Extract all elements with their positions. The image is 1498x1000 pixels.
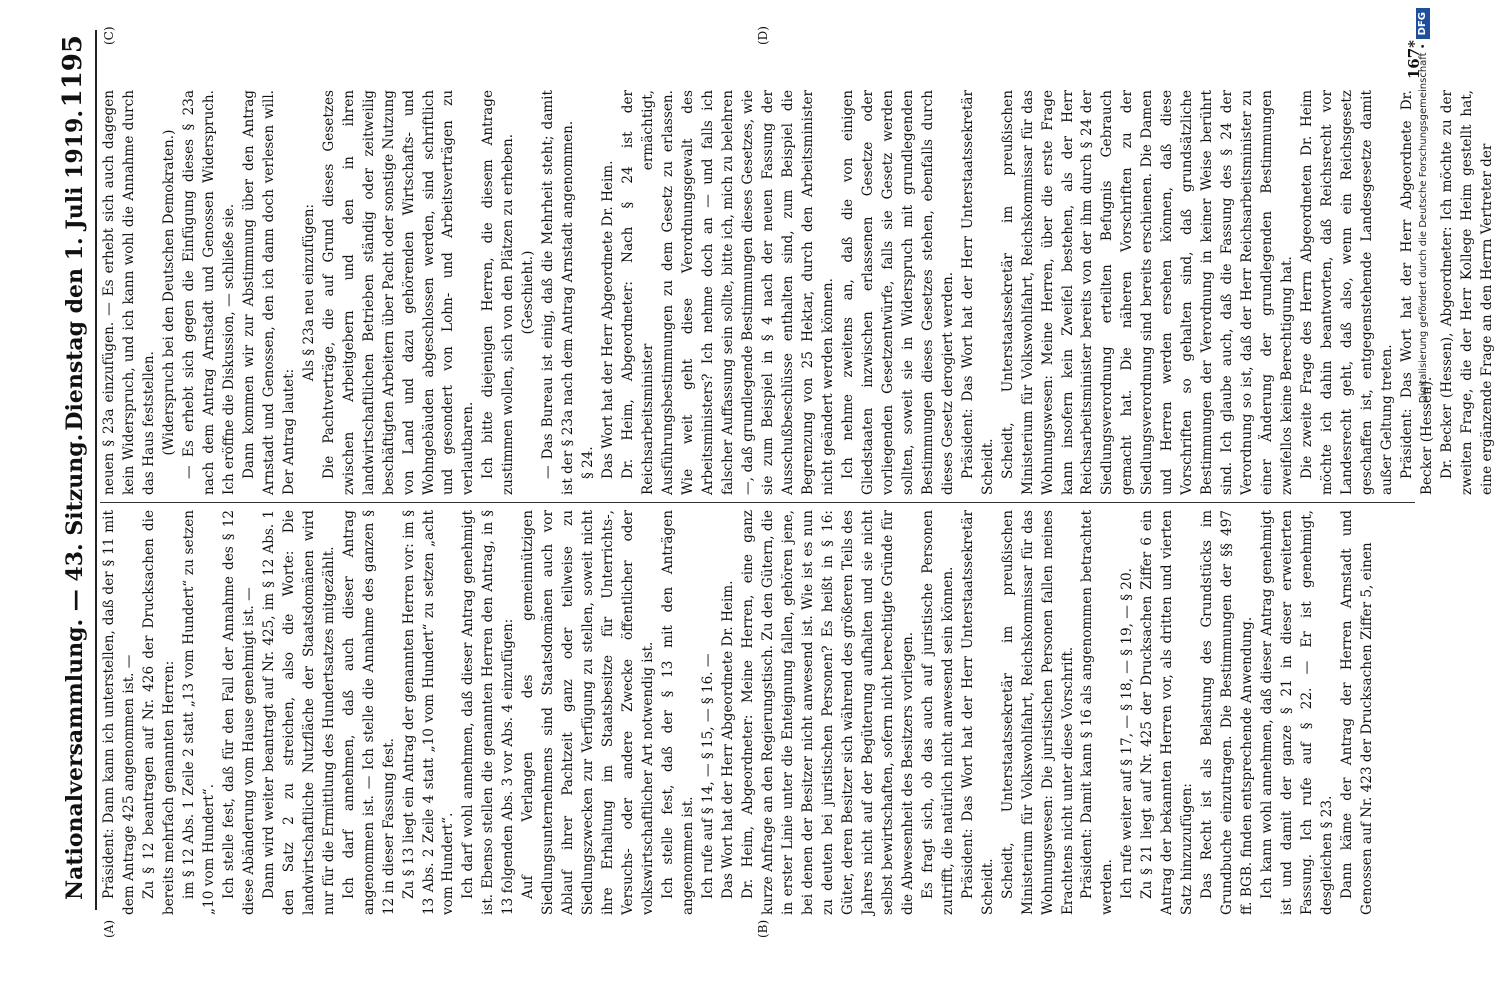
paragraph: Präsident: Dann kann ich unterstellen, daß der § 11 mit dem Antrage 425 angenommen ist. —	[101, 510, 137, 915]
sheet-number: 167*	[1405, 40, 1423, 80]
dfg-watermark	[1412, 0, 1434, 1000]
margin-mark-d: (D)	[756, 26, 770, 45]
paragraph: Präsident: Das Wort hat der Herr Abgeordnete Dr. Becker (Hessen).	[1398, 90, 1435, 495]
margin-mark-b: (B)	[756, 919, 770, 938]
dfg-logo: DFG	[1416, 8, 1430, 39]
paragraph: Ich rufe auf § 14, — § 15, — § 16. —	[700, 653, 717, 899]
paragraph: im § 12 Abs. 1 Zeile 2 statt „13 vom Hundert“ zu setzen „10 vom Hundert“.	[180, 510, 217, 915]
paragraph: Auf Verlangen des gemeinnützigen Siedlungsunternehmens sind Staatsdomänen auch vor Ablauf ihrer Pachtzeit ganz oder teilweise zu Siedlungszwecken zur Verfügung zu stellen, soweit nicht ihre Erhaltung im Staatsbesitze für Unterrichts-, Versuchs- oder andere Zwecke öffentlicher oder volkswirtschaftlicher Art notwendig ist.	[520, 510, 657, 915]
paragraph: Das Wort hat der Herr Abgeordnete Dr. Heim.	[600, 160, 617, 479]
paragraph: Ich stelle fest, daß für den Fall der Annahme des § 12 diese Abänderung vom Hause genehmigt ist. —	[220, 510, 257, 915]
header-left: Nationalversammlung. — 43. Sitzung.	[62, 433, 88, 900]
paragraph: (Geschieht.)	[520, 250, 537, 335]
paragraph: Zu § 12 beantragen auf Nr. 426 der Drucksachen die bereits mehrfach genannten Herren:	[140, 510, 177, 915]
paragraph: Dann kommen wir zur Abstimmung über den Antrag Arnstadt und Genossen, den ich dann doch verlesen will. Der Antrag lautet:	[240, 90, 297, 495]
paragraph: Dann käme der Antrag der Herren Arnstadt und Genossen auf Nr. 423 der Drucksachen Ziffer 5, einen	[1339, 510, 1376, 915]
paragraph: Dr. Heim, Abgeordneter: Meine Herren, eine ganz kurze Anfrage an den Regierungstisch. Zu den Gütern, die in erster Linie unter die Enteignung fallen, gehören jene, bei denen der Besitzer nicht anwesend ist. Wie ist es nun zu deuten bei juristischen Personen? Es heißt in § 16: Güter, deren Besitzer sich während des größeren Teils des Jahres nicht auf der Begüterung aufhalten und sie nicht selbst bewirtschaften, sofern nicht berechtigte Gründe für die Abwesenheit des Besitzers vorliegen.	[740, 510, 916, 915]
paragraph: Scheidt, Unterstaatssekretär im preußischen Ministerium für Volkswohlfahrt, Reichskommissar für das Wohnungswesen: Meine Herren, über die erste Frage kann insofern kein Zweifel bestehen, als der Herr Reichsarbeitsminister bereits von der ihm durch § 24 der Siedlungsverordnung erteilten Befugnis Gebrauch gemacht hat. Die näheren Vorschriften zu der Siedlungsverordnung sind bereits erschienen. Die Damen und Herren werden ersehen können, daß diese Vorschriften so gehalten sind, daß grundsätzliche Bestimmungen der Verordnung in keiner Weise berührt sind. Ich glaube auch, daß die Fassung des § 24 der Verordnung so ist, daß der Herr Reichsarbeitsminister zu einer Änderung der grundlegenden Bestimmungen zweifellos keine Berechtigung hat.	[999, 90, 1296, 495]
paragraph: Scheidt, Unterstaatssekretär im preußischen Ministerium für Volkswohlfahrt, Reichskommissar für das Wohnungswesen: Die juristischen Personen fallen meines Erachtens nicht unter diese Vorschrift.	[999, 510, 1076, 915]
paragraph: Als § 23a neu einzufügen:	[300, 203, 317, 382]
left-column	[100, 510, 1378, 915]
paragraph: Dr. Becker (Hessen), Abgeordneter: Ich möchte zu der zweiten Frage, die der Herr Kollege Heim gestellt hat, eine ergänzende Frage an den Herrn Vertreter der	[1438, 90, 1495, 495]
paragraph: Ich darf wohl annehmen, daß dieser Antrag genehmigt ist. Ebenso stellen die genannten Herren den Antrag, in § 13 folgenden Abs. 3 vor Abs. 4 einzufügen:	[460, 510, 517, 915]
paragraph: Ich nehme zweitens an, daß die von einigen Gliedstaaten inzwischen erlassenen Gesetze oder vorliegenden Gesetzentwürfe, falls sie Gesetz werden sollten, soweit sie in Widerspruch mit grundlegenden Bestimmungen dieses Gesetzes stehen, ebenfalls durch dieses Gesetz derogiert werden.	[839, 90, 956, 495]
paragraph: Präsident: Das Wort hat der Herr Unterstaatssekretär Scheidt.	[959, 90, 996, 495]
paragraph: neuen § 23a einzufügen. — Es erhebt sich auch dagegen kein Widerspruch, und ich kann wohl die Annahme durch das Haus feststellen.	[101, 90, 157, 495]
right-column	[100, 90, 1498, 495]
paragraph: § 24.	[580, 446, 597, 479]
margin-mark-a: (A)	[102, 919, 116, 938]
paragraph: Dr. Heim, Abgeordneter: Nach § 24 ist der Reichsarbeitsminister ermächtigt, Ausführungsbestimmungen zu dem Gesetz zu erlassen. Wie weit geht diese Verordnungsgewalt des Arbeitsministers? Ich nehme doch an — und falls ich falscher Auffassung sein sollte, bitte ich, mich zu belehren —, daß grundlegende Bestimmungen dieses Gesetzes, wie sie zum Beispiel in § 4 nach der neuen Fassung der Ausschußbeschlüsse enthalten sind, zum Beispiel die Begrenzung von 25 Hektar, durch den Arbeitsminister nicht geändert werden können.	[620, 90, 836, 495]
paragraph: — Es erhebt sich gegen die Einfügung dieses § 23a nach dem Antrag Arnstadt und Genossen Widerspruch. Ich eröffne die Diskussion, — schließe sie.	[180, 90, 237, 495]
paragraph: Dann wird weiter beantragt auf Nr. 425, im § 12 Abs. 1 den Satz 2 zu streichen, also die Worte: Die landwirtschaftliche Nutzfläche der Staatsdomänen wird nur für die Ermittlung des Hundertsatzes mitgezählt.	[260, 510, 337, 915]
paragraph: — Das Bureau ist einig, daß die Mehrheit steht; damit ist der § 23a nach dem Antrag Arnstadt angenommen.	[540, 90, 577, 495]
page-number: 1195	[58, 35, 88, 108]
paragraph: Das Wort hat der Herr Abgeordnete Dr. Heim.	[720, 580, 737, 899]
page-header	[58, 0, 92, 1000]
paragraph: (Widerspruch bei den Deutschen Demokraten.)	[160, 129, 177, 456]
margin-mark-c: (C)	[102, 26, 116, 45]
watermark-text: Digitalisierung gefördert durch die Deutsche Forschungsgemeinschaft •	[1417, 43, 1429, 404]
paragraph: Ich darf annehmen, daß auch dieser Antrag angenommen ist. — Ich stelle die Annahme des ganzen § 12 in dieser Fassung fest.	[340, 510, 397, 915]
header-rule	[95, 30, 97, 910]
paragraph: Zu § 21 liegt auf Nr. 425 der Drucksachen Ziffer 6 ein Antrag der bekannten Herren vor, als dritten und vierten Satz hinzuzufügen:	[1139, 510, 1196, 915]
paragraph: Die Pachtverträge, die auf Grund dieses Gesetzes zwischen Arbeitgebern und den in ihren landwirtschaftlichen Betrieben ständig oder zeitweilig beschäftigten Arbeitern über Pacht oder sonstige Nutzung von Land und dazu gehörenden Wirtschafts- und Wohngebäuden abgeschlossen werden, sind schriftlich und gesondert von Lohn- und Arbeitsverträgen zu verlautbaren.	[320, 90, 477, 495]
paragraph: Ich kann wohl annehmen, daß dieser Antrag genehmigt ist und damit der ganze § 21 in dieser erweiterten Fassung. Ich rufe auf § 22. — Er ist genehmigt, desgleichen § 23.	[1259, 510, 1336, 915]
paragraph: Ich bitte diejenigen Herren, die diesem Antrage zustimmen wollen, sich von den Plätzen zu erheben.	[480, 90, 517, 495]
paragraph: Das Recht ist als Belastung des Grundstücks im Grundbuche einzutragen. Die Bestimmungen der §§ 497 ff. BGB. finden entsprechende Anwendung.	[1199, 510, 1256, 915]
paragraph: Präsident: Damit kann § 16 als angenommen betrachtet werden.	[1079, 510, 1116, 915]
paragraph: Die zweite Frage des Herrn Abgeordneten Dr. Heim möchte ich dahin beantworten, daß Reichsrecht vor Landesrecht geht, daß also, wenn ein Reichsgesetz geschaffen ist, entgegenstehende Landesgesetze damit außer Geltung treten.	[1299, 90, 1395, 495]
paragraph: Ich rufe weiter auf § 17, — § 18, — § 19, — § 20.	[1119, 568, 1136, 899]
paragraph: Zu § 13 liegt ein Antrag der genannten Herren vor: im § 13 Abs. 2 Zeile 4 statt „10 vom Hundert“ zu setzen „acht vom Hundert“.	[400, 510, 457, 915]
paragraph: Präsident: Das Wort hat der Herr Unterstaatssekretär Scheidt.	[959, 510, 996, 915]
column-divider	[100, 502, 1415, 503]
paragraph: Es fragt sich, ob das auch auf juristische Personen zutrifft, die natürlich nicht anwesend sein können.	[919, 510, 956, 915]
header-date: Dienstag den 1. Juli 1919.	[62, 110, 88, 431]
paragraph: Ich stelle fest, daß der § 13 mit den Anträgen angenommen ist.	[660, 510, 697, 915]
